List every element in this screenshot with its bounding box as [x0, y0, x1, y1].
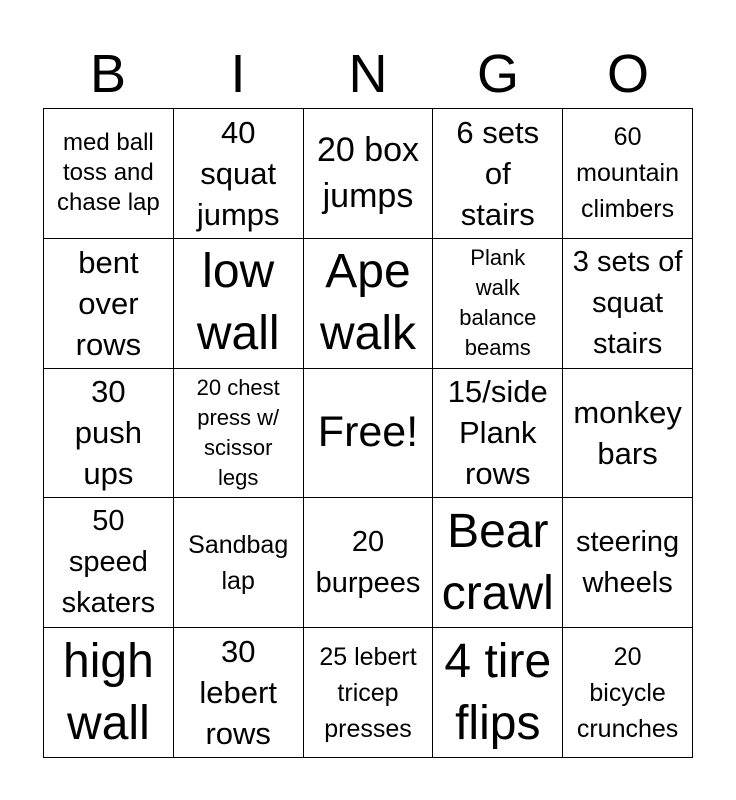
bingo-grid [43, 108, 693, 758]
header-letter-b: B [89, 44, 127, 104]
bingo-cell[interactable] [44, 498, 174, 628]
free-space-cell[interactable] [304, 369, 434, 499]
bingo-cell[interactable] [563, 109, 693, 239]
cell-text: high wall [63, 634, 154, 750]
cell-text: 3 sets of squat stairs [572, 245, 683, 360]
bingo-header [43, 44, 693, 104]
bingo-cell[interactable] [174, 628, 304, 758]
bingo-cell[interactable] [433, 498, 563, 628]
bingo-cell[interactable] [433, 109, 563, 239]
cell-text: med ball toss and chase lap [57, 129, 160, 217]
bingo-cell[interactable] [433, 239, 563, 369]
bingo-cell[interactable] [174, 109, 304, 239]
cell-text: 6 sets of stairs [456, 114, 540, 232]
bingo-cell[interactable] [433, 369, 563, 499]
bingo-cell[interactable] [44, 369, 174, 499]
bingo-cell[interactable] [304, 498, 434, 628]
free-space-text: Free! [317, 408, 419, 457]
bingo-cell[interactable] [563, 369, 693, 499]
bingo-cell[interactable] [44, 628, 174, 758]
bingo-cell[interactable] [174, 498, 304, 628]
cell-text: Sandbag lap [188, 530, 289, 595]
bingo-cell[interactable] [563, 498, 693, 628]
cell-text: 4 tire flips [444, 634, 552, 750]
cell-text: 30 push ups [74, 374, 143, 492]
bingo-cell[interactable] [304, 109, 434, 239]
cell-text: low wall [196, 245, 280, 361]
bingo-cell[interactable] [304, 628, 434, 758]
header-letter-g: G [476, 44, 519, 104]
cell-text: 25 lebert tricep presses [319, 642, 417, 743]
bingo-cell[interactable] [304, 239, 434, 369]
bingo-cell[interactable] [44, 109, 174, 239]
header-letter-i: I [230, 44, 246, 104]
cell-text: steering wheels [576, 525, 680, 599]
bingo-cell[interactable] [174, 239, 304, 369]
cell-text: monkey bars [573, 394, 682, 471]
cell-text: 60 mountain climbers [576, 123, 680, 224]
bingo-cell[interactable] [433, 628, 563, 758]
cell-text: 20 box jumps [316, 131, 420, 216]
cell-text: 20 chest press w/ scissor legs [196, 374, 280, 490]
cell-text: Bear crawl [441, 504, 554, 620]
cell-text: 15/side Plank rows [447, 374, 548, 492]
header-letter-n: N [348, 44, 388, 104]
cell-text: 20 bicycle crunches [576, 642, 679, 743]
bingo-cell[interactable] [563, 239, 693, 369]
bingo-cell[interactable] [563, 628, 693, 758]
header-letter-o: O [606, 44, 649, 104]
cell-text: 50 speed skaters [61, 505, 156, 620]
cell-text: 40 squat jumps [196, 114, 280, 232]
cell-text: Ape walk [319, 245, 416, 361]
cell-text: bent over rows [75, 244, 142, 362]
bingo-cell[interactable] [44, 239, 174, 369]
cell-text: 30 lebert rows [199, 634, 277, 752]
cell-text: Plank walk balance beams [459, 245, 537, 361]
cell-text: 20 burpees [315, 525, 421, 599]
bingo-cell[interactable] [174, 369, 304, 499]
